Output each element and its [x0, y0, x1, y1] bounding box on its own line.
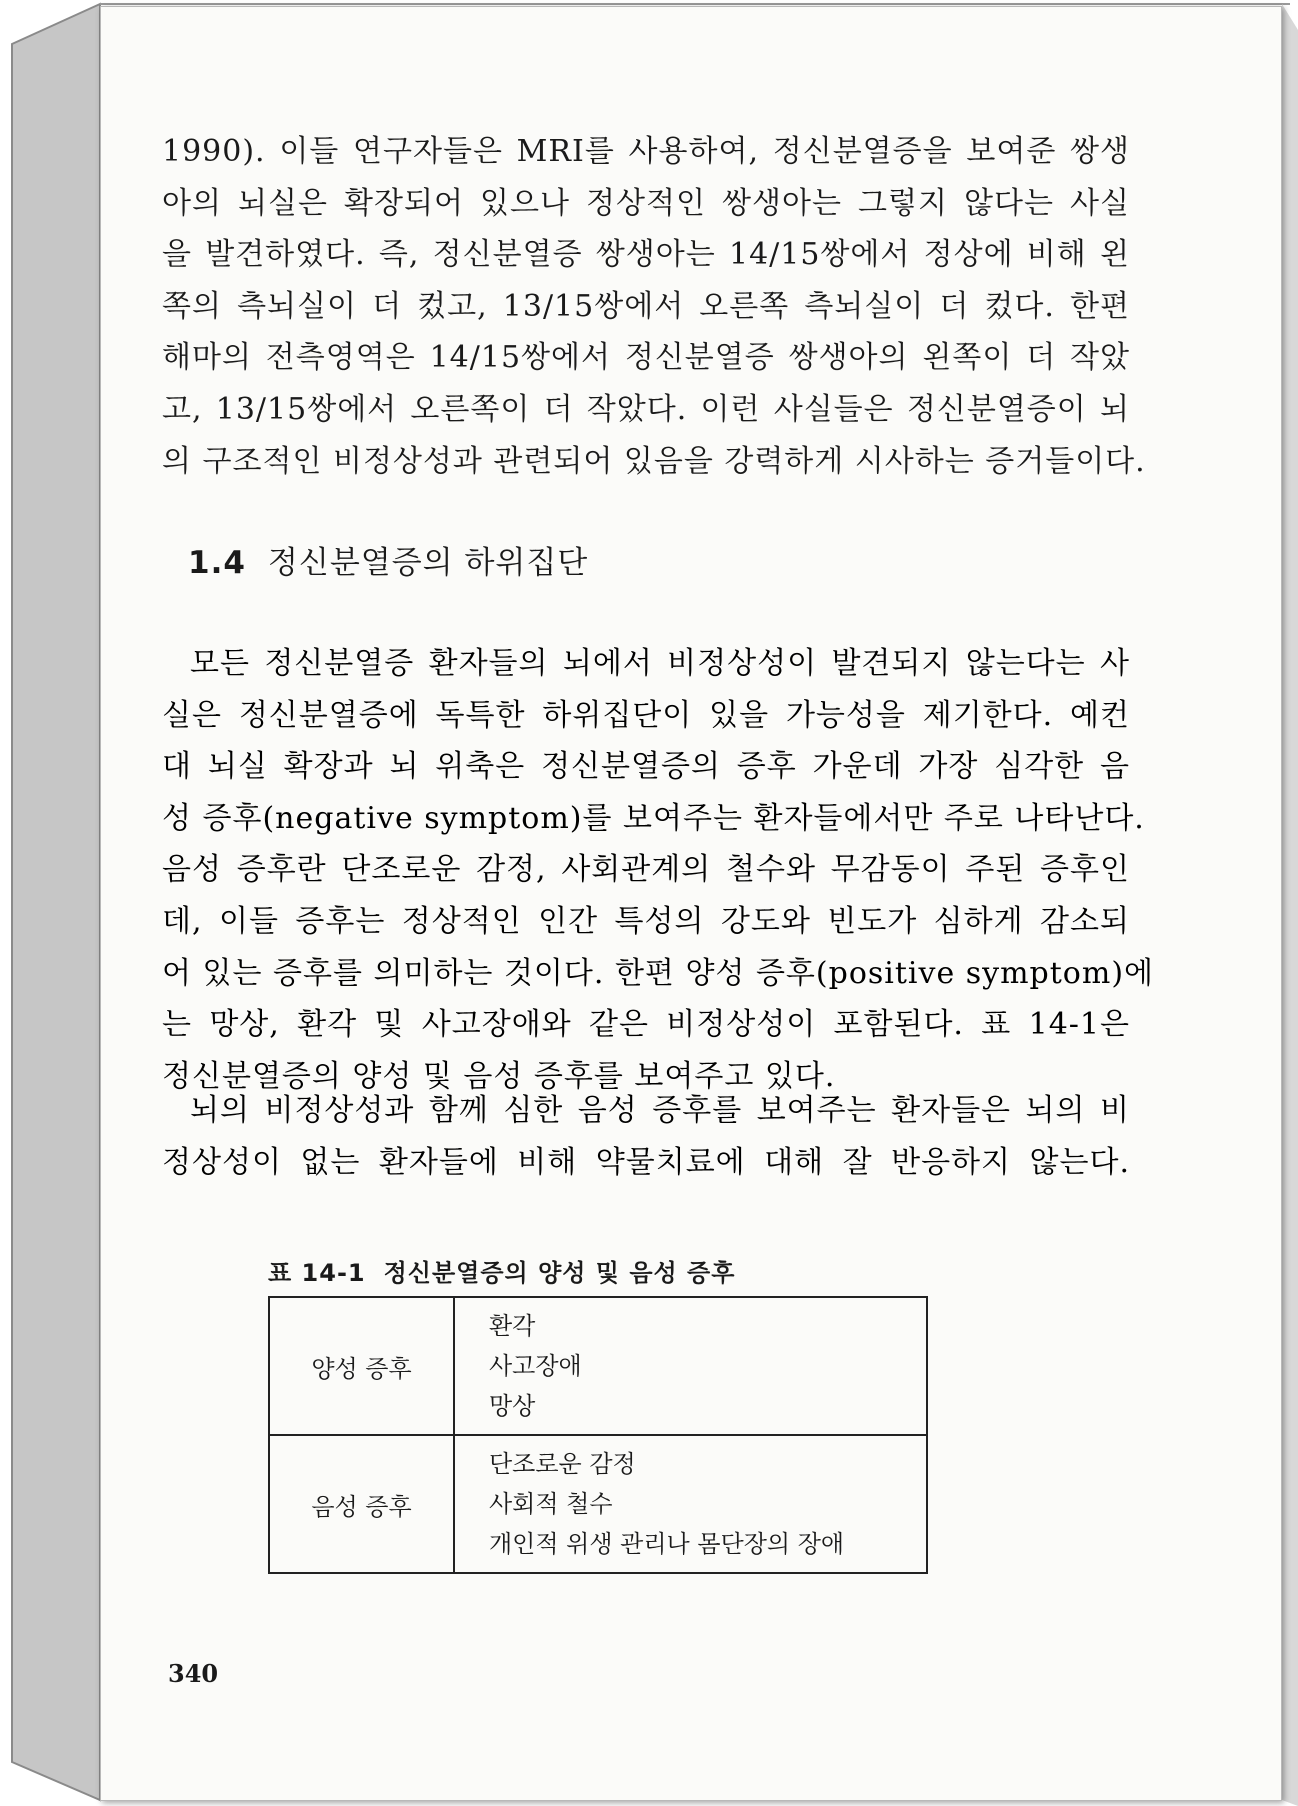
- table-row: [269, 1435, 927, 1573]
- symptom-item: 망상: [489, 1392, 536, 1420]
- table-caption-title: 정신분열증의 양성 및 음성 증후: [383, 1259, 736, 1287]
- symptom-type-cell: 음성 증후: [269, 1435, 454, 1573]
- paragraph-1: [162, 126, 1146, 487]
- table-caption-number: 표 14-1: [268, 1259, 366, 1287]
- paragraph-line: 1990). 이들 연구자들은 MRI를 사용하여, 정신분열증을 보여준 쌍생: [162, 134, 1130, 169]
- symptoms-table: [268, 1296, 928, 1574]
- section-number: 1.4: [188, 545, 246, 581]
- section-title: 정신분열증의 하위집단: [267, 545, 589, 581]
- paragraph-line: 뇌의 비정상성과 함께 심한 음성 증후를 보여주는 환자들은 뇌의 비: [190, 1093, 1130, 1128]
- paragraph-line: 데, 이들 증후는 정상적인 인간 특성의 강도와 빈도가 심하게 감소되: [162, 903, 1130, 939]
- table-row: [269, 1297, 927, 1435]
- symptom-type-cell: 양성 증후: [269, 1297, 454, 1435]
- paragraph-line: 실은 정신분열증에 독특한 하위집단이 있을 가능성을 제기한다. 예컨: [162, 697, 1130, 733]
- paragraph-line: 어 있는 증후를 의미하는 것이다. 한편 양성 증후(positive symptom)에: [162, 955, 1155, 991]
- paragraph-line: 의 구조적인 비정상성과 관련되어 있음을 강력하게 시사하는 증거들이다.: [162, 443, 1146, 479]
- symptom-item: 사회적 철수: [489, 1490, 613, 1518]
- paragraph-line: 모든 정신분열증 환자들의 뇌에서 비정상성이 발견되지 않는다는 사: [190, 646, 1130, 681]
- symptom-item: 개인적 위생 관리나 몸단장의 장애: [489, 1530, 845, 1558]
- symptom-item: 사고장애: [489, 1352, 582, 1380]
- symptom-item: 단조로운 감정: [489, 1450, 636, 1478]
- paragraph-line: 는 망상, 환각 및 사고장애와 같은 비정상성이 포함된다. 표 14-1은: [162, 1007, 1130, 1043]
- symptom-item: 환각: [489, 1312, 536, 1340]
- paragraph-3: [162, 1085, 1130, 1188]
- paragraph-line: 고, 13/15쌍에서 오른쪽이 더 작았다. 이런 사실들은 정신분열증이 뇌: [162, 391, 1130, 427]
- paragraph-line: 을 발견하였다. 즉, 정신분열증 쌍생아는 14/15쌍에서 정상에 비해 왼: [162, 237, 1130, 273]
- section-heading: [188, 537, 588, 582]
- paragraph-line: 정신분열증의 양성 및 음성 증후를 보여주고 있다.: [162, 1058, 836, 1094]
- paragraph-line: 정상성이 없는 환자들에 비해 약물치료에 대해 잘 반응하지 않는다.: [162, 1144, 1130, 1180]
- paragraph-line: 쪽의 측뇌실이 더 컸고, 13/15쌍에서 오른쪽 측뇌실이 더 컸다. 한편: [162, 288, 1130, 324]
- paragraph-line: 성 증후(negative symptom)를 보여주는 환자들에서만 주로 나타난다.: [162, 800, 1145, 836]
- paragraph-line: 해마의 전측영역은 14/15쌍에서 정신분열증 쌍생아의 왼쪽이 더 작았: [162, 340, 1130, 376]
- symptom-items-cell: [454, 1297, 927, 1435]
- paragraph-2: [162, 638, 1155, 1102]
- symptom-items-cell: [454, 1435, 927, 1573]
- page-number: 340: [168, 1659, 219, 1688]
- paragraph-line: 음성 증후란 단조로운 감정, 사회관계의 철수와 무감동이 주된 증후인: [162, 852, 1130, 888]
- paragraph-line: 아의 뇌실은 확장되어 있으나 정상적인 쌍생아는 그렇지 않다는 사실: [162, 185, 1130, 221]
- paragraph-line: 대 뇌실 확장과 뇌 위축은 정신분열증의 증후 가운데 가장 심각한 음: [162, 749, 1130, 785]
- table-caption: [268, 1253, 735, 1288]
